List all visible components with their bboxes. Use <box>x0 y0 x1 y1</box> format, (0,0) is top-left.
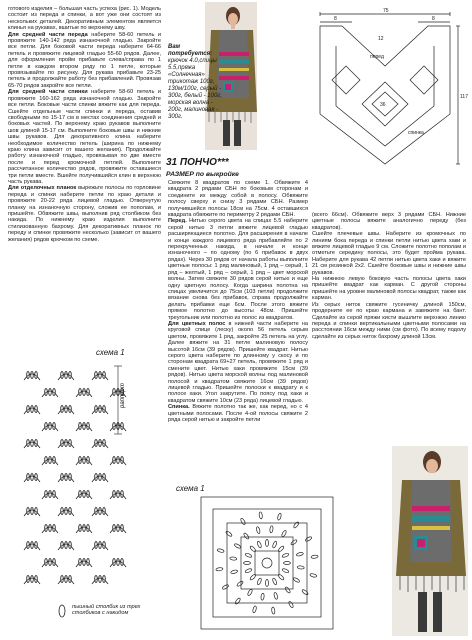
puff-stitch <box>65 440 68 447</box>
puff-stitch <box>79 559 82 566</box>
puff-stitch <box>243 532 250 539</box>
puff-stitch <box>35 576 38 583</box>
puff-stitch <box>99 542 102 549</box>
puff-stitch <box>45 559 48 566</box>
puff-stitch <box>65 576 68 583</box>
puff-stitch <box>35 440 38 447</box>
puff-stitch <box>297 565 304 569</box>
puff-stitch <box>217 548 225 553</box>
puff-stitch <box>61 542 64 549</box>
puff-stitch <box>311 555 318 559</box>
puff-stitch <box>252 606 257 614</box>
puff-stitch <box>83 423 86 430</box>
right-paragraph-2: Сшейте плечевые швы. Наберите из кромочных по линиям бока переда и спинки петли нитью цвета хаки и вяжите лицевой гладью 9 см. Сложите полотно пополам и отметьте середину полосы, это будет пройма рукава. Наберите для рукава 42 петли нитью цвета хаки и вяжите 21 см резинкой 2х2. Сшейте боковые швы и нижние швы рукавов. <box>312 231 466 276</box>
puff-stitch <box>83 389 86 396</box>
puff-stitch <box>103 372 106 379</box>
puff-stitch <box>61 406 64 413</box>
rapport-label: раппорт <box>120 383 126 408</box>
right-paragraph-1: (всего 66см). Обвяжите верх 3 рядами СБН. Нижние цветные полосы вяжите аналогично переду (без квадратов). <box>312 212 466 231</box>
puff-stitch <box>261 593 265 600</box>
stripes-paragraph <box>168 321 308 404</box>
puff-stitch <box>35 474 38 481</box>
puff-stitch <box>79 457 82 464</box>
left-text-column <box>8 6 161 243</box>
puff-stitch <box>31 372 34 379</box>
label-back: спинка <box>408 130 424 136</box>
puff-stitch <box>99 406 102 413</box>
materials-text: крючок 4.0,спицы 5.5,пряжа «Солнечная» трикотаж 100г, 130м/100г, серый - 300г, белый - 100г, морская волна - 200г, малиновая - 300г. <box>168 58 222 120</box>
puff-stitch <box>53 491 56 498</box>
puff-stitch <box>69 440 72 447</box>
dim-inner: 12 <box>378 36 384 42</box>
square-round <box>255 551 279 575</box>
materials-heading: Вам потребуется: <box>168 44 213 57</box>
puff-stitch <box>49 389 52 396</box>
back-text: наберите 58-60 петель и провяжите 160-162 ряда изнаночной гладью. Закройте все петли. Боковые части спинки вяжите как для переда. Сшейте отдельные части спинки и переда, оставив свободными по 15-17 см в местах соединения средней и боковых частей. По верхнему краю рукавов выполните шов длиной 15-17 см. Выполните боковые швы и нижние швы рукавов. Для декоративного клина наберите необходимое количество петель (ширина по нижнему краю клина зависит от вашего желания). Продолжайте работу изнаночной гладью, провязывая по две вместе после и перед кромочной петлей. Выполните рассчитанное количество рядов, провяжите оставшиеся три петли вместе. Вшейте получившийся клин в верхнюю часть рукава. <box>8 89 161 185</box>
square-round <box>241 537 293 589</box>
puff-stitch <box>49 559 52 566</box>
puff-stitch <box>69 576 72 583</box>
puff-stitch <box>49 491 52 498</box>
puff-stitch <box>121 491 124 498</box>
puff-stitch <box>95 474 98 481</box>
puff-stitch <box>53 559 56 566</box>
puff-stitch <box>83 457 86 464</box>
right-paragraph-3: На нижнюю левую боковую часть полосы цвета хаки пришейте квадрат как карман. С другой стороны пришейте на уровне малиновой полосы квадрат, также как карман. <box>312 276 466 302</box>
puff-stitch <box>244 562 251 565</box>
puff-stitch <box>69 406 72 413</box>
mid-back-text: Вяжите полотно так же, как перед, но с 4 цветными полосами. После 4-ой полосы свяжите 2 ряда серой нитью и закройте петли <box>168 404 308 424</box>
puff-stitch <box>99 372 102 379</box>
puff-stitch <box>79 525 82 532</box>
puff-stitch <box>278 574 285 581</box>
puff-stitch <box>117 559 120 566</box>
puff-stitch <box>117 491 120 498</box>
puff-stitch <box>113 389 116 396</box>
puff-stitch <box>95 542 98 549</box>
puff-stitch <box>121 457 124 464</box>
dim-top-width: 75 <box>383 8 389 14</box>
poncho-pattern-diagram <box>308 6 468 206</box>
puff-stitch <box>65 508 68 515</box>
edge-heading: Для отделочных планок <box>8 185 77 192</box>
puff-stitch <box>49 423 52 430</box>
puff-stitch <box>236 580 243 587</box>
puff-stitch <box>87 525 90 532</box>
pattern-number: 31 ПОНЧО*** <box>166 157 229 168</box>
puff-stitch <box>99 508 102 515</box>
puff-stitch <box>240 518 246 526</box>
puff-stitch <box>87 389 90 396</box>
puff-stitch <box>65 406 68 413</box>
puff-stitch <box>99 474 102 481</box>
puff-stitch <box>113 559 116 566</box>
puff-stitch <box>27 542 30 549</box>
puff-stitch <box>271 607 275 614</box>
puff-stitch <box>31 508 34 515</box>
puff-stitch <box>269 526 273 533</box>
pattern-title <box>166 152 239 178</box>
poncho-photo-bottom <box>392 446 468 636</box>
square-round <box>227 523 307 603</box>
front-paragraph <box>8 32 161 90</box>
puff-stitch <box>95 372 98 379</box>
puff-stitch <box>69 372 72 379</box>
puff-stitch <box>293 521 300 528</box>
right-text-column <box>312 212 466 340</box>
puff-stitch <box>65 474 68 481</box>
puff-stitch <box>222 584 230 590</box>
puff-stitch <box>249 545 256 552</box>
puff-stitch <box>121 423 124 430</box>
puff-stitch <box>245 553 253 558</box>
puff-stitch <box>113 457 116 464</box>
puff-stitch <box>249 574 256 581</box>
puff-stitch <box>27 474 30 481</box>
puff-stitch <box>117 525 120 532</box>
puff-stitch <box>27 576 30 583</box>
middle-text-column <box>168 180 308 423</box>
puff-stitch <box>103 440 106 447</box>
squares-paragraph: Свяжите 8 квадратов по схеме 1. Обвяжите 4 квадрата 2 рядами СБН по боковым сторонам и соедините их между собой в полосу. Обвяжите полосу сверху и снизу 3 рядами СБН. Размер получившейся полосы 18см на 75см. 4 оставшихся квадрата обвяжите по периметру 2 рядами СБН. <box>168 180 308 219</box>
puff-stitch <box>31 542 34 549</box>
materials-caption <box>168 44 224 121</box>
edge-paragraph <box>8 185 161 243</box>
puff-stitch <box>272 541 277 549</box>
puff-stitch <box>259 512 263 519</box>
puff-stitch <box>121 559 124 566</box>
puff-stitch <box>27 406 30 413</box>
puff-stitch <box>53 457 56 464</box>
puff-stitch <box>95 508 98 515</box>
pattern-subtitle: РАЗМЕР по выкройке <box>166 171 239 178</box>
puff-stitch <box>53 525 56 532</box>
puff-stitch <box>79 491 82 498</box>
puff-stitch <box>234 543 242 549</box>
mid-back-paragraph <box>168 404 308 423</box>
puff-stitch <box>301 589 308 596</box>
puff-stitch <box>117 457 120 464</box>
puff-stitch <box>83 525 86 532</box>
puff-stitch <box>230 569 238 574</box>
puff-stitch <box>245 568 253 573</box>
puff-stitch <box>83 491 86 498</box>
puff-stitch <box>277 513 282 521</box>
square-round <box>201 497 333 629</box>
mid-back-heading: Спинка. <box>168 404 190 411</box>
front-heading: Для средней части переда <box>8 31 88 38</box>
mid-front-heading: Перед. <box>168 218 187 225</box>
puff-stitch <box>45 423 48 430</box>
puff-stitch <box>87 423 90 430</box>
right-paragraph-4: Из серых ниток свяжите гусеничку длиной 150см, продерните ее по краю кармана и завяжите на бант. Сделайте из серой пряжи кисти вышлите верхнюю линию переда и спинки вертикальными цветными полосами на расстоянии 16см между ними (см фото). По всему подолу сделайте из серых ниток бахрому длиной 13см. <box>312 301 466 340</box>
puff-stitch <box>293 577 301 583</box>
edge-text: вырежьте полосы по горловине переда и спинки наберите петли по краю детали и провяжите 20-22 ряда лицевой гладью. Отвернутую планку на изнаночную сторону, сложив ее пополам, и пришейте. Обвяжите швы, выполнив ряд столбиком без накида. По нижнему краю изделия выполните стилизованную бахрому. Для декоративных планок по переду и спинке провяжите несколько (зависит от вашего желания) рядов крючком по схеме. <box>8 185 161 243</box>
puff-stitch <box>87 457 90 464</box>
puff-stitch <box>284 562 291 565</box>
puff-stitch <box>27 440 30 447</box>
puff-stitch <box>247 589 253 597</box>
mid-front-paragraph <box>168 218 308 321</box>
puff-stitch <box>49 457 52 464</box>
puff-stitch <box>281 530 287 538</box>
back-heading: Для средней части спинки <box>8 89 88 96</box>
label-front: перед <box>370 54 384 60</box>
puff-stitch <box>257 578 262 586</box>
puff-stitch <box>95 576 98 583</box>
puff-stitch <box>216 567 223 571</box>
puff-stitch <box>61 474 64 481</box>
stripes-text: в нижней части наберите на круговой спице (леску) около 56 петель серым цветом, провяжите 1 ряд, закройте 25 петель на углу. Далее вяжите на 31 петле малиновую полосу высотой 16см (39 рядов). Пришейте квадрат. Нитью серого цвета наберите по длинному у скосу и по сторонам квадрата 69+27 петель, провяжите 1 ряд и смените цвет. Нитью хаки провяжите 15см (39 рядов). Нитью цвета морской волны под малиновой полосой и квадратом свяжите 16см (39 рядов) лицевой гладью. Пришейте полоски к квадрату и к полосе хаки. Угол закрутите. По поясу под хаки и квадратом свяжите 10см (23 ряда) лицевой гладью. <box>168 320 308 404</box>
puff-stitch <box>65 372 68 379</box>
puff-stitch <box>288 601 294 609</box>
puff-stitch <box>87 491 90 498</box>
puff-stitch <box>99 440 102 447</box>
puff-stitch <box>79 389 82 396</box>
puff-stitch <box>87 559 90 566</box>
puff-stitch <box>65 542 68 549</box>
square-round <box>213 509 321 617</box>
puff-stitch <box>273 592 278 600</box>
mid-front-text: Нитью серого цвета на спицах 5.5 наберите серой нитью 3 петли вяжите лицевой гладью расширяющиеся полотно. Для расширения в начале и конце каждого лицевого ряда прибавляйте по 2 перекрученных накида, в начале и конце изнаночного – по одному (по 6 прибавок в двух рядах). Через 30 рядов от начала работы выполните цветные полосы: 1 ряд малиновый, 1 ряд – серый, 1 ряд – желтый, 1 ряд – серый, 1 ряд – цвет морской волны. Затем свяжите 30 рядов серой нитью и еще одну цветную полосу. Когда ширина полотна на спицах увеличится до 75см (103 петли) продолжите вязание снова без прибавок, справа продолжайте делать прибавки еще 6см. После этого вяжите прямое полотно до высоты 48см. Пришейте треугольник или полотно из полос из квадратов. <box>168 218 308 321</box>
puff-stitch <box>45 389 48 396</box>
puff-stitch <box>35 372 38 379</box>
puff-stitch <box>69 474 72 481</box>
crochet-square-chart <box>192 490 342 636</box>
chart-legend <box>72 604 162 617</box>
puff-stitch <box>113 491 116 498</box>
stripes-heading: Для цветных полос <box>168 320 226 327</box>
puff-stitch <box>225 530 232 537</box>
puff-stitch <box>266 540 269 547</box>
front-text: наберите 58-60 петель и провяжите 140-142 ряда изнаночной гладью. Закройте все петли. Для боковой части переда наберите 64-66 петель и провяжите лицевой гладью 55-60 рядов. Далее, для оформления пройм прибавьте слева/справа по 1 петле в каждом втором ряду по 1 петле, которые провязывайте по рисунку. Для рукава прибавьте 23-25 петель и продолжайте работу без прибавлений. Провязав 65-70 рядов закройте все петли. <box>8 31 161 89</box>
puff-stitch <box>305 536 313 542</box>
puff-stitch <box>31 406 34 413</box>
puff-stitch <box>95 440 98 447</box>
puff-stitch <box>103 474 106 481</box>
puff-stitch <box>31 440 34 447</box>
puff-stitch <box>61 440 64 447</box>
dim-left-top: 8 <box>334 16 337 22</box>
puff-stitch <box>282 553 290 558</box>
puff-stitch <box>103 576 106 583</box>
puff-stitch <box>79 423 82 430</box>
puff-stitch <box>282 568 290 573</box>
poncho-back-illustration <box>392 446 468 636</box>
puff-stitch <box>83 559 86 566</box>
puff-stitch <box>113 423 116 430</box>
puff-stitch <box>27 508 30 515</box>
puff-stitch <box>272 578 277 586</box>
puff-stitch <box>53 423 56 430</box>
intro-paragraph: готового изделия – большая часть успеха (рис. 1). Модель состоит из переда и спинки, а вот уже они состоят из нескольких деталей. Декоративным элементом является клинья на рукавах, вшитые по верхнему шву. <box>8 6 161 32</box>
dim-height: 117 <box>460 94 468 100</box>
puff-stitch <box>103 406 106 413</box>
puff-stitch <box>61 508 64 515</box>
puff-stitch <box>234 597 241 604</box>
puff-stitch <box>257 541 262 549</box>
puff-stitch <box>113 525 116 532</box>
puff-stitch <box>266 580 269 587</box>
puff-stitch <box>95 406 98 413</box>
puff-stitch <box>45 525 48 532</box>
puff-stitch <box>103 508 106 515</box>
puff-stitch-icon <box>56 604 68 618</box>
puff-stitch <box>290 539 297 546</box>
puff-stitch <box>45 491 48 498</box>
legend-text: пышный столбик из трех столбиков с накидом <box>72 604 141 617</box>
puff-stitch <box>61 372 64 379</box>
puff-stitch <box>284 586 291 593</box>
scheme1-left-label: схема 1 <box>96 348 125 357</box>
puff-stitch <box>278 545 285 552</box>
puff-stitch <box>69 508 72 515</box>
puff-stitch <box>31 474 34 481</box>
puff-stitch <box>69 542 72 549</box>
puff-stitch <box>49 525 52 532</box>
crochet-chart-left <box>14 360 140 600</box>
puff-stitch <box>296 552 304 557</box>
center-ring <box>262 558 272 568</box>
puff-stitch <box>256 526 261 534</box>
puff-stitch <box>45 457 48 464</box>
puff-stitch <box>27 372 30 379</box>
puff-stitch <box>53 389 56 396</box>
back-paragraph <box>8 89 161 185</box>
puff-stitch <box>103 542 106 549</box>
puff-stitch <box>99 576 102 583</box>
scheme1-mid-label: схема 1 <box>176 484 205 493</box>
dim-center: 36 <box>380 102 386 108</box>
puff-stitch <box>31 576 34 583</box>
dim-right-top: 8 <box>432 16 435 22</box>
puff-stitch <box>61 576 64 583</box>
puff-stitch <box>35 542 38 549</box>
puff-stitch <box>121 525 124 532</box>
puff-stitch <box>35 406 38 413</box>
puff-stitch <box>310 573 318 578</box>
puff-stitch <box>230 557 237 561</box>
puff-stitch <box>35 508 38 515</box>
